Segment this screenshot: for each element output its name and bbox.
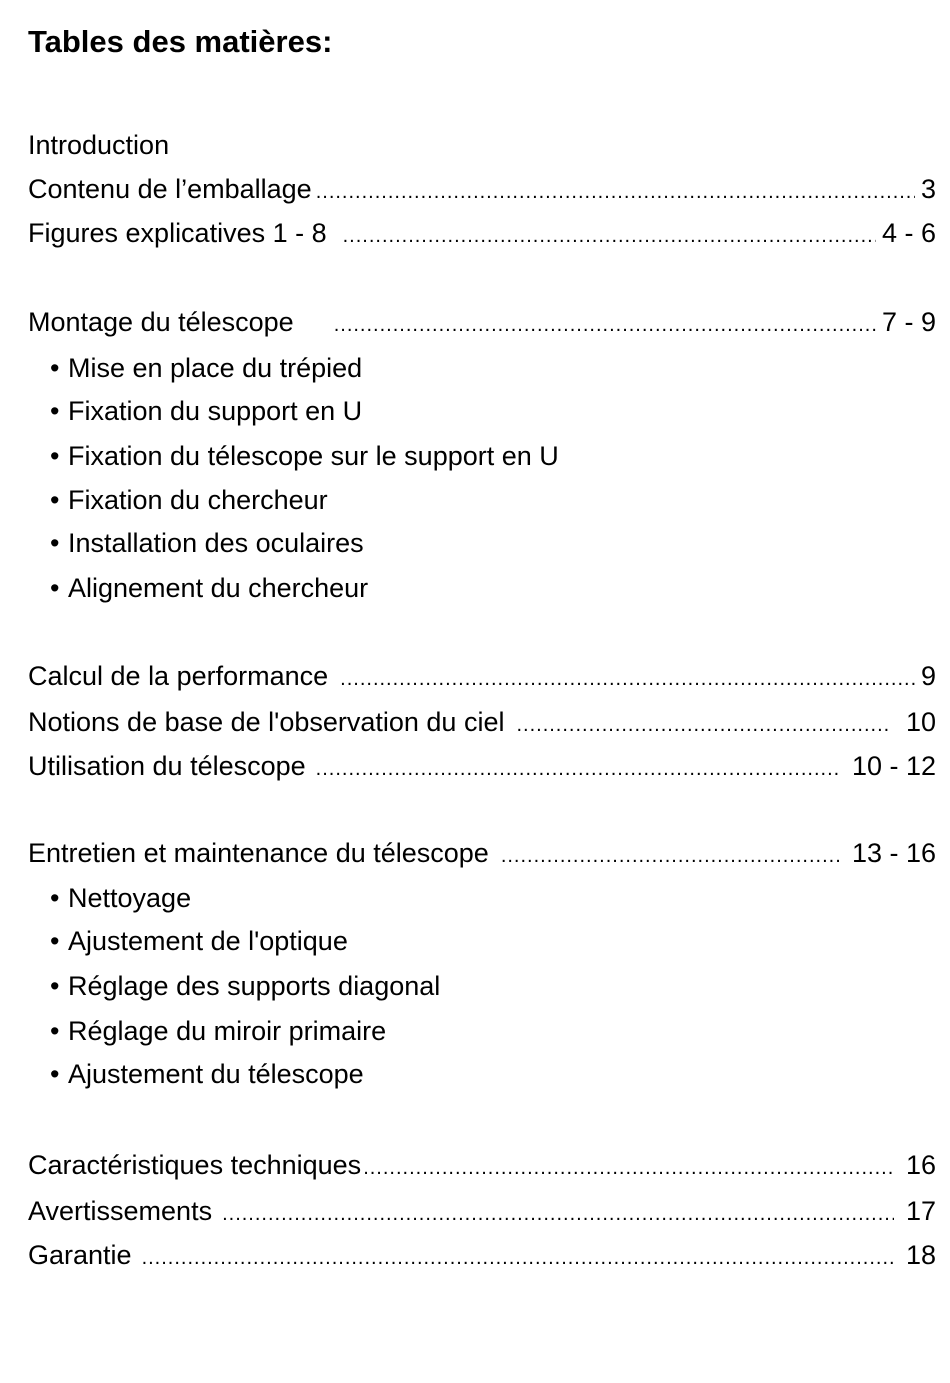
dot-leader	[316, 751, 840, 787]
toc-subentry-label: Réglage des supports diagonal	[68, 971, 441, 1001]
toc-entry-calcul	[28, 658, 936, 694]
toc-entry-page: 17	[905, 1196, 936, 1226]
toc-entry-introduction	[28, 127, 936, 163]
bullet-icon: •	[50, 441, 60, 471]
toc-entry-label: Caractéristiques techniques	[28, 1150, 362, 1180]
toc-entry-label: Utilisation du télescope	[28, 751, 306, 781]
toc-entry-avertissements	[28, 1193, 936, 1229]
toc-subentry	[50, 570, 368, 606]
toc-entry-page: 10	[905, 707, 936, 737]
toc-subentry	[50, 438, 559, 474]
toc-subentry-label: Ajustement du télescope	[68, 1059, 364, 1089]
toc-entry-page: 18	[905, 1240, 936, 1270]
dot-leader	[340, 661, 915, 697]
toc-entry-page: 3	[920, 174, 936, 204]
dot-leader	[343, 218, 876, 254]
toc-entry-figures	[28, 215, 936, 251]
toc-subentry-label: Fixation du chercheur	[68, 485, 328, 515]
toc-subentry-label: Nettoyage	[68, 883, 192, 913]
bullet-icon: •	[50, 396, 60, 426]
toc-subentry	[50, 482, 328, 518]
toc-subentry-label: Installation des oculaires	[68, 528, 364, 558]
bullet-icon: •	[50, 883, 60, 913]
toc-subentry	[50, 1056, 364, 1092]
toc-entry-label: Montage du télescope	[28, 307, 294, 337]
toc-subentry	[50, 968, 440, 1004]
toc-entry-page: 16	[905, 1150, 936, 1180]
dot-leader	[363, 1150, 894, 1186]
toc-entry-page: 9	[920, 661, 936, 691]
toc-entry-label: Garantie	[28, 1240, 132, 1270]
bullet-icon: •	[50, 485, 60, 515]
toc-entry-entretien	[28, 835, 936, 871]
toc-subentry	[50, 880, 191, 916]
dot-leader	[501, 838, 840, 874]
toc-entry-label: Notions de base de l'observation du ciel	[28, 707, 505, 737]
toc-subentry-label: Alignement du chercheur	[68, 573, 369, 603]
toc-entry-label: Avertissements	[28, 1196, 213, 1226]
bullet-icon: •	[50, 528, 60, 558]
toc-subentry	[50, 350, 362, 386]
toc-entry-page: 4 - 6	[881, 218, 936, 248]
dot-leader	[516, 707, 891, 743]
bullet-icon: •	[50, 1016, 60, 1046]
toc-entry-label: Figures explicatives 1 - 8	[28, 218, 327, 248]
toc-subentry-label: Fixation du support en U	[68, 396, 363, 426]
toc-entry-label: Entretien et maintenance du télescope	[28, 838, 489, 868]
toc-entry-contenu	[28, 171, 936, 207]
toc-entry-montage	[28, 304, 936, 340]
toc-entry-garantie	[28, 1237, 936, 1273]
toc-subentry-label: Ajustement de l'optique	[68, 926, 348, 956]
toc-subentry-label: Fixation du télescope sur le support en U	[68, 441, 559, 471]
toc-entry-label: Contenu de l’emballage	[28, 174, 312, 204]
dot-leader	[222, 1196, 894, 1232]
toc-subentry	[50, 1013, 386, 1049]
toc-entry-caracteristiques	[28, 1147, 936, 1183]
dot-leader	[142, 1240, 894, 1276]
page-title: Tables des matières:	[28, 24, 333, 59]
bullet-icon: •	[50, 926, 60, 956]
bullet-icon: •	[50, 1059, 60, 1089]
toc-entry-label: Calcul de la performance	[28, 661, 329, 691]
bullet-icon: •	[50, 971, 60, 1001]
toc-subentry	[50, 393, 362, 429]
toc-entry-page: 10 - 12	[851, 751, 936, 781]
toc-entry-label: Introduction	[28, 130, 170, 160]
toc-entry-page: 13 - 16	[851, 838, 936, 868]
toc-subentry-label: Mise en place du trépied	[68, 353, 363, 383]
toc-subentry-label: Réglage du miroir primaire	[68, 1016, 387, 1046]
dot-leader	[334, 307, 876, 343]
bullet-icon: •	[50, 573, 60, 603]
dot-leader	[316, 174, 915, 210]
toc-subentry	[50, 923, 348, 959]
toc-entry-page: 7 - 9	[881, 307, 936, 337]
toc-entry-notions	[28, 704, 936, 740]
bullet-icon: •	[50, 353, 60, 383]
toc-entry-utilisation	[28, 748, 936, 784]
toc-subentry	[50, 525, 364, 561]
